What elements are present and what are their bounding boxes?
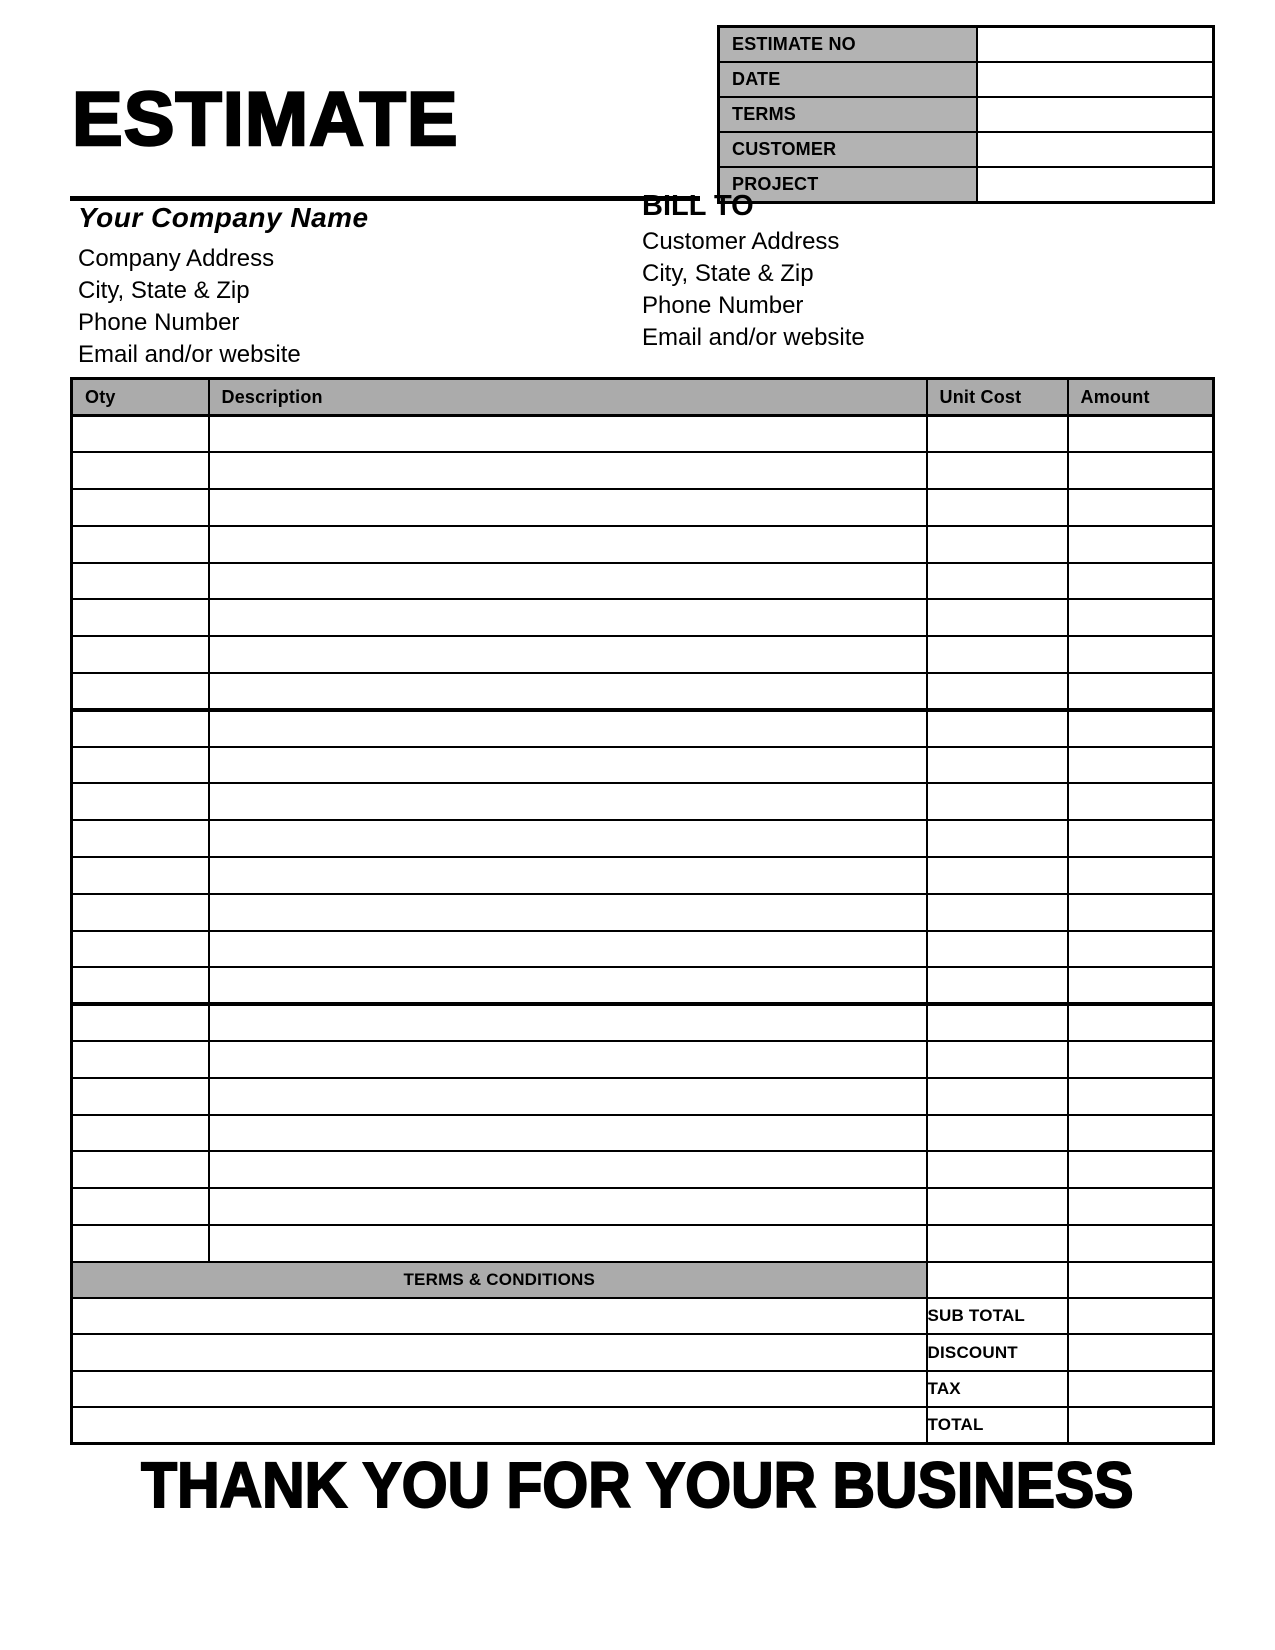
company-name: Your Company Name <box>78 202 369 233</box>
item-qty-cell[interactable] <box>72 489 209 526</box>
item-amount-cell[interactable] <box>1068 489 1214 526</box>
item-amount-cell[interactable] <box>1068 563 1214 600</box>
item-amount-cell[interactable] <box>1068 710 1214 747</box>
item-amount-cell[interactable] <box>1068 1115 1214 1152</box>
item-row <box>72 599 1214 636</box>
company-city-line: City, State & Zip <box>78 277 250 304</box>
item-unit-cost-cell[interactable] <box>927 967 1068 1004</box>
subtotal-value-cell[interactable] <box>1068 1298 1214 1335</box>
amount-column-header: Amount <box>1068 379 1214 416</box>
item-unit-cost-cell[interactable] <box>927 747 1068 784</box>
item-unit-cost-cell[interactable] <box>927 563 1068 600</box>
item-description-cell[interactable] <box>209 783 927 820</box>
item-unit-cost-cell[interactable] <box>927 1004 1068 1041</box>
item-amount-cell[interactable] <box>1068 1188 1214 1225</box>
item-row <box>72 526 1214 563</box>
item-description-cell[interactable] <box>209 563 927 600</box>
item-unit-cost-cell[interactable] <box>927 673 1068 710</box>
item-row <box>72 1078 1214 1115</box>
item-row <box>72 1041 1214 1078</box>
item-qty-cell[interactable] <box>72 599 209 636</box>
item-row <box>72 1115 1214 1152</box>
table-footer-section <box>72 1262 1214 1444</box>
item-description-cell[interactable] <box>209 747 927 784</box>
item-qty-cell[interactable] <box>72 452 209 489</box>
item-row <box>72 489 1214 526</box>
item-description-cell[interactable] <box>209 1151 927 1188</box>
estimate-no-field[interactable] <box>977 27 1214 63</box>
item-description-cell[interactable] <box>209 710 927 747</box>
item-qty-cell[interactable] <box>72 563 209 600</box>
terms-field[interactable] <box>977 97 1214 132</box>
item-row <box>72 673 1214 710</box>
item-qty-cell[interactable] <box>72 894 209 931</box>
item-row <box>72 636 1214 673</box>
info-row-terms <box>719 97 1214 132</box>
item-description-cell[interactable] <box>209 489 927 526</box>
terms-content-area[interactable] <box>72 1407 927 1444</box>
item-unit-cost-cell[interactable] <box>927 894 1068 931</box>
item-amount-cell[interactable] <box>1068 967 1214 1004</box>
item-unit-cost-cell[interactable] <box>927 452 1068 489</box>
info-row-estimate-no <box>719 27 1214 63</box>
item-amount-cell[interactable] <box>1068 820 1214 857</box>
date-label: DATE <box>719 62 977 97</box>
item-unit-cost-cell[interactable] <box>927 710 1068 747</box>
item-amount-cell[interactable] <box>1068 1004 1214 1041</box>
estimate-info-table <box>717 25 1215 204</box>
item-qty-cell[interactable] <box>72 710 209 747</box>
total-label: TOTAL <box>927 1407 1068 1444</box>
item-qty-cell[interactable] <box>72 857 209 894</box>
item-qty-cell[interactable] <box>72 1041 209 1078</box>
item-unit-cost-cell[interactable] <box>927 1078 1068 1115</box>
date-field[interactable] <box>977 62 1214 97</box>
item-qty-cell[interactable] <box>72 1115 209 1152</box>
customer-field[interactable] <box>977 132 1214 167</box>
item-row <box>72 894 1214 931</box>
item-qty-cell[interactable] <box>72 416 209 453</box>
item-unit-cost-cell[interactable] <box>927 636 1068 673</box>
line-items-table <box>70 377 1215 1445</box>
item-description-cell[interactable] <box>209 1041 927 1078</box>
bill-to-city-line: City, State & Zip <box>642 260 814 287</box>
item-row <box>72 1188 1214 1225</box>
item-amount-cell[interactable] <box>1068 747 1214 784</box>
item-qty-cell[interactable] <box>72 783 209 820</box>
item-amount-cell[interactable] <box>1068 599 1214 636</box>
item-row <box>72 967 1214 1004</box>
bill-to-phone-line: Phone Number <box>642 292 804 319</box>
total-row <box>72 1407 1214 1444</box>
item-unit-cost-cell[interactable] <box>927 931 1068 968</box>
item-unit-cost-cell[interactable] <box>927 1151 1068 1188</box>
item-row <box>72 710 1214 747</box>
tax-row <box>72 1371 1214 1408</box>
item-row <box>72 1004 1214 1041</box>
item-unit-cost-cell[interactable] <box>927 599 1068 636</box>
terms-label: TERMS <box>719 97 977 132</box>
info-row-customer <box>719 132 1214 167</box>
bill-to-heading: BILL TO <box>642 190 754 222</box>
terms-and-conditions-row <box>72 1262 1214 1298</box>
item-qty-cell[interactable] <box>72 1004 209 1041</box>
tax-value-cell[interactable] <box>1068 1371 1214 1408</box>
item-qty-cell[interactable] <box>72 931 209 968</box>
terms-row-amount-cell[interactable] <box>1068 1262 1214 1298</box>
discount-value-cell[interactable] <box>1068 1334 1214 1371</box>
item-amount-cell[interactable] <box>1068 1225 1214 1262</box>
page-title: ESTIMATE <box>72 77 459 162</box>
item-unit-cost-cell[interactable] <box>927 1115 1068 1152</box>
item-amount-cell[interactable] <box>1068 673 1214 710</box>
item-row <box>72 1225 1214 1262</box>
item-row <box>72 452 1214 489</box>
footer-message-wrap <box>0 1448 1275 1522</box>
items-header-row <box>72 379 1214 416</box>
item-description-cell[interactable] <box>209 894 927 931</box>
item-amount-cell[interactable] <box>1068 526 1214 563</box>
item-amount-cell[interactable] <box>1068 416 1214 453</box>
item-row <box>72 747 1214 784</box>
item-description-cell[interactable] <box>209 599 927 636</box>
item-qty-cell[interactable] <box>72 1078 209 1115</box>
item-description-cell[interactable] <box>209 967 927 1004</box>
item-unit-cost-cell[interactable] <box>927 857 1068 894</box>
terms-content-area[interactable] <box>72 1334 927 1371</box>
item-description-cell[interactable] <box>209 931 927 968</box>
subtotal-label: SUB TOTAL <box>927 1298 1068 1335</box>
item-description-cell[interactable] <box>209 1004 927 1041</box>
item-qty-cell[interactable] <box>72 967 209 1004</box>
item-description-cell[interactable] <box>209 452 927 489</box>
item-amount-cell[interactable] <box>1068 1151 1214 1188</box>
item-qty-cell[interactable] <box>72 1151 209 1188</box>
item-amount-cell[interactable] <box>1068 894 1214 931</box>
item-qty-cell[interactable] <box>72 673 209 710</box>
item-description-cell[interactable] <box>209 526 927 563</box>
item-unit-cost-cell[interactable] <box>927 1225 1068 1262</box>
company-phone-line: Phone Number <box>78 309 240 336</box>
item-row <box>72 931 1214 968</box>
item-qty-cell[interactable] <box>72 747 209 784</box>
item-rows-body <box>72 416 1214 1262</box>
item-amount-cell[interactable] <box>1068 857 1214 894</box>
item-description-cell[interactable] <box>209 636 927 673</box>
bill-to-email-line: Email and/or website <box>642 324 865 351</box>
bill-to-block <box>642 190 865 354</box>
terms-and-conditions-label: TERMS & CONDITIONS <box>72 1262 927 1298</box>
thank-you-message: THANK YOU FOR YOUR BUSINESS <box>141 1449 1134 1521</box>
project-label: PROJECT <box>719 167 977 203</box>
item-description-cell[interactable] <box>209 1225 927 1262</box>
item-unit-cost-cell[interactable] <box>927 489 1068 526</box>
company-address-line: Company Address <box>78 245 275 272</box>
terms-content-area[interactable] <box>72 1298 927 1335</box>
item-description-cell[interactable] <box>209 1115 927 1152</box>
item-description-cell[interactable] <box>209 416 927 453</box>
qty-column-header: Oty <box>72 379 209 416</box>
terms-row-unit-cost-cell[interactable] <box>927 1262 1068 1298</box>
estimate-no-label: ESTIMATE NO <box>719 27 977 63</box>
description-column-header: Description <box>209 379 927 416</box>
discount-label: DISCOUNT <box>927 1334 1068 1371</box>
item-amount-cell[interactable] <box>1068 1078 1214 1115</box>
item-row <box>72 416 1214 453</box>
bill-to-address-line: Customer Address <box>642 228 840 255</box>
tax-label: TAX <box>927 1371 1068 1408</box>
item-unit-cost-cell[interactable] <box>927 526 1068 563</box>
item-amount-cell[interactable] <box>1068 452 1214 489</box>
item-qty-cell[interactable] <box>72 820 209 857</box>
total-value-cell[interactable] <box>1068 1407 1214 1444</box>
item-description-cell[interactable] <box>209 1188 927 1225</box>
item-description-cell[interactable] <box>209 1078 927 1115</box>
unit-cost-column-header: Unit Cost <box>927 379 1068 416</box>
item-row <box>72 820 1214 857</box>
item-amount-cell[interactable] <box>1068 1041 1214 1078</box>
item-row <box>72 857 1214 894</box>
title-underline <box>70 196 700 201</box>
item-qty-cell[interactable] <box>72 526 209 563</box>
info-row-date <box>719 62 1214 97</box>
item-qty-cell[interactable] <box>72 636 209 673</box>
item-row <box>72 563 1214 600</box>
item-amount-cell[interactable] <box>1068 783 1214 820</box>
company-block <box>78 202 369 371</box>
customer-label: CUSTOMER <box>719 132 977 167</box>
item-qty-cell[interactable] <box>72 1225 209 1262</box>
item-description-cell[interactable] <box>209 820 927 857</box>
discount-row <box>72 1334 1214 1371</box>
item-description-cell[interactable] <box>209 673 927 710</box>
item-unit-cost-cell[interactable] <box>927 783 1068 820</box>
item-unit-cost-cell[interactable] <box>927 1188 1068 1225</box>
item-row <box>72 783 1214 820</box>
item-unit-cost-cell[interactable] <box>927 1041 1068 1078</box>
item-description-cell[interactable] <box>209 857 927 894</box>
terms-content-area[interactable] <box>72 1371 927 1408</box>
item-amount-cell[interactable] <box>1068 931 1214 968</box>
item-qty-cell[interactable] <box>72 1188 209 1225</box>
item-unit-cost-cell[interactable] <box>927 820 1068 857</box>
company-email-line: Email and/or website <box>78 341 301 368</box>
project-field[interactable] <box>977 167 1214 203</box>
item-row <box>72 1151 1214 1188</box>
subtotal-row <box>72 1298 1214 1335</box>
item-unit-cost-cell[interactable] <box>927 416 1068 453</box>
item-amount-cell[interactable] <box>1068 636 1214 673</box>
